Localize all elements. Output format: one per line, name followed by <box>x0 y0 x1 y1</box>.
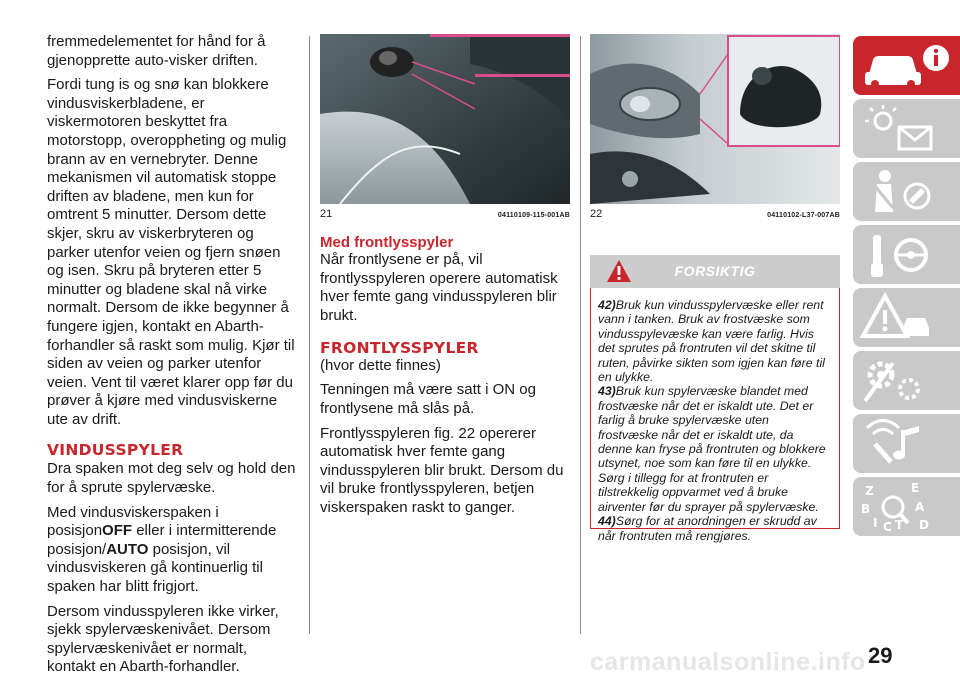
paragraph-headlight-washer-operation: Frontlysspyleren fig. 22 opererer automatisk hver femte gang vindusspyleren blir brukt. Dersom du vil bruke frontlysspyleren, betjen viskerspaken raskt to ganger. <box>320 424 564 516</box>
headlight-washer-photo-icon <box>590 34 840 204</box>
section-heading-frontlysspyler: FRONTLYSSPYLER <box>320 339 479 358</box>
index-letter: E <box>911 481 920 495</box>
tab-car-info[interactable] <box>853 36 960 95</box>
keyword-off: OFF <box>102 522 133 540</box>
paragraph-pull-lever: Dra spaken mot deg selv og hold den for å sprute spylervæske. <box>47 460 296 497</box>
figure-reference: 04110109-115-001AB <box>497 212 570 219</box>
availability-note: (hvor dette finnes) <box>320 357 441 375</box>
index-letter: A <box>915 500 925 514</box>
wrench-gears-icon <box>853 351 960 410</box>
warning-item-44 <box>598 514 831 543</box>
figure-number: 22 <box>590 208 603 220</box>
keyword-auto: AUTO <box>106 540 149 558</box>
paragraph-headlight-auto: Når frontlysene er på, vil frontlysspyleren operere automatisk hver femte gang vindusspyleren blir brukt. <box>320 251 558 324</box>
figure-22-caption <box>590 208 840 222</box>
washer-nozzle-photo-icon <box>320 34 570 204</box>
text-fragment: posisjon, vil vindusviskeren gå kontinuerlig til spaken har blitt frigjort. <box>47 540 263 596</box>
column-divider-2 <box>580 36 581 634</box>
warning-box <box>590 288 840 543</box>
watermark: carmanualsonline.info <box>590 648 866 676</box>
figure-22-headlight-washer <box>590 34 840 204</box>
chapter-tabs <box>853 36 960 540</box>
warning-item-42 <box>598 298 831 384</box>
paragraph-protection: Fordi tung is og snø kan blokkere vindusviskerbladene, er viskermotoren beskyttet fra motorstopp, overoppheting og mulig brann av en vernebryter. Denne mekanismen vil automatisk stoppe driften av bladene, men kun for omtrent 5 minutter. Dersom dette skjer, skru av viskerbryteren og parker utenfor veien og fjern snøen og isen. Skru på bryteren etter 5 minutter og bladene skal nå virke normalt. Dersom de ikke begynner å fungere igjen, kontakt en Abarth-forhandler så raskt som mulig. Kjør til siden av veien og parker utenfor veien. Vent til været klarer opp før du prøver å kjøre med vindusviskerne ute av drift. <box>47 76 295 428</box>
column-3 <box>590 0 840 543</box>
warning-text: Bruk kun vindusspylervæske eller rent vann i tanken. Bruk av frostvæske som vindusspylevæske kan være farlig. Hvis det sprutes på frontruten vil det skitne til ruten, påvirke sikten som igjen kan føre til en ulykke. <box>598 298 825 385</box>
section-heading-vindusspyler: VINDUSSPYLER <box>47 441 184 460</box>
warning-number: 43) <box>598 384 616 399</box>
figure-21-washer-nozzle <box>320 34 570 204</box>
tab-lights-messages[interactable] <box>853 99 960 158</box>
warning-header <box>590 255 840 288</box>
seatbelt-airbag-icon <box>853 162 960 221</box>
warning-text: Bruk kun spylervæske blandet med frostvæske når det er iskaldt ute. Det er farlig å bruke spylervæske uten frostvæske når det er iskaldt ute, da denne kan fryse på frontruten og blokkere utsynet, noe som kan føre til en ulykke. Sørg i tillegg for at frontruten er tilstrekkelig oppvarmet ved å bruke airventer før du sprayer på spylervæske. <box>598 384 826 514</box>
key-steering-wheel-icon <box>853 225 960 284</box>
tab-index[interactable] <box>853 477 960 536</box>
paragraph-lever-position <box>47 504 297 597</box>
warning-number: 44) <box>598 514 616 529</box>
index-letter: D <box>919 518 929 532</box>
tab-maintenance[interactable] <box>853 351 960 410</box>
warning-number: 42) <box>598 298 616 312</box>
warning-triangle-icon <box>853 288 960 347</box>
index-letter: Z <box>865 484 874 498</box>
figure-21-caption <box>320 208 570 222</box>
page-number: 29 <box>868 643 893 668</box>
text-fragment: Med vindusviskerspaken i posisjon <box>47 503 219 540</box>
column-2 <box>320 0 570 524</box>
music-note-icon <box>853 414 960 473</box>
warning-text: Sørg for at anordningen er skrudd av når frontruten må rengjøres. <box>598 514 817 543</box>
tab-multimedia[interactable] <box>853 414 960 473</box>
paragraph-continued: fremmedelementet for hånd for å gjenopprette auto-visker driften. <box>47 33 266 69</box>
warning-item-43 <box>598 384 831 514</box>
tab-safety[interactable] <box>853 162 960 221</box>
paragraph-ignition-on: Tenningen må være satt i ON og frontlysene må slås på. <box>320 381 536 417</box>
column-divider-1 <box>309 36 310 634</box>
index-letter: C <box>883 520 892 534</box>
paragraph-fluid-level: Dersom vindusspyleren ikke virker, sjekk spylervæskenivået. Dersom spylervæskenivået er normalt, kontakt en Abarth-forhandler. <box>47 602 279 676</box>
column-1 <box>47 33 297 683</box>
tab-driving[interactable] <box>853 225 960 284</box>
alphabetical-index-icon <box>853 477 960 536</box>
car-info-icon <box>853 36 960 95</box>
subheading-med-frontlysspyler: Med frontlysspyler <box>320 234 454 251</box>
tab-emergency[interactable] <box>853 288 960 347</box>
index-letter: I <box>873 516 878 530</box>
text-fragment: eller i intermitterende posisjon/ <box>47 522 277 558</box>
warning-title: FORSIKTIG <box>674 263 756 279</box>
lights-envelope-icon <box>853 99 960 158</box>
figure-number: 21 <box>320 208 333 220</box>
figure-reference: 04110102-L37-007AB <box>767 212 840 219</box>
index-letter: B <box>861 502 871 516</box>
index-letter: T <box>895 518 904 532</box>
